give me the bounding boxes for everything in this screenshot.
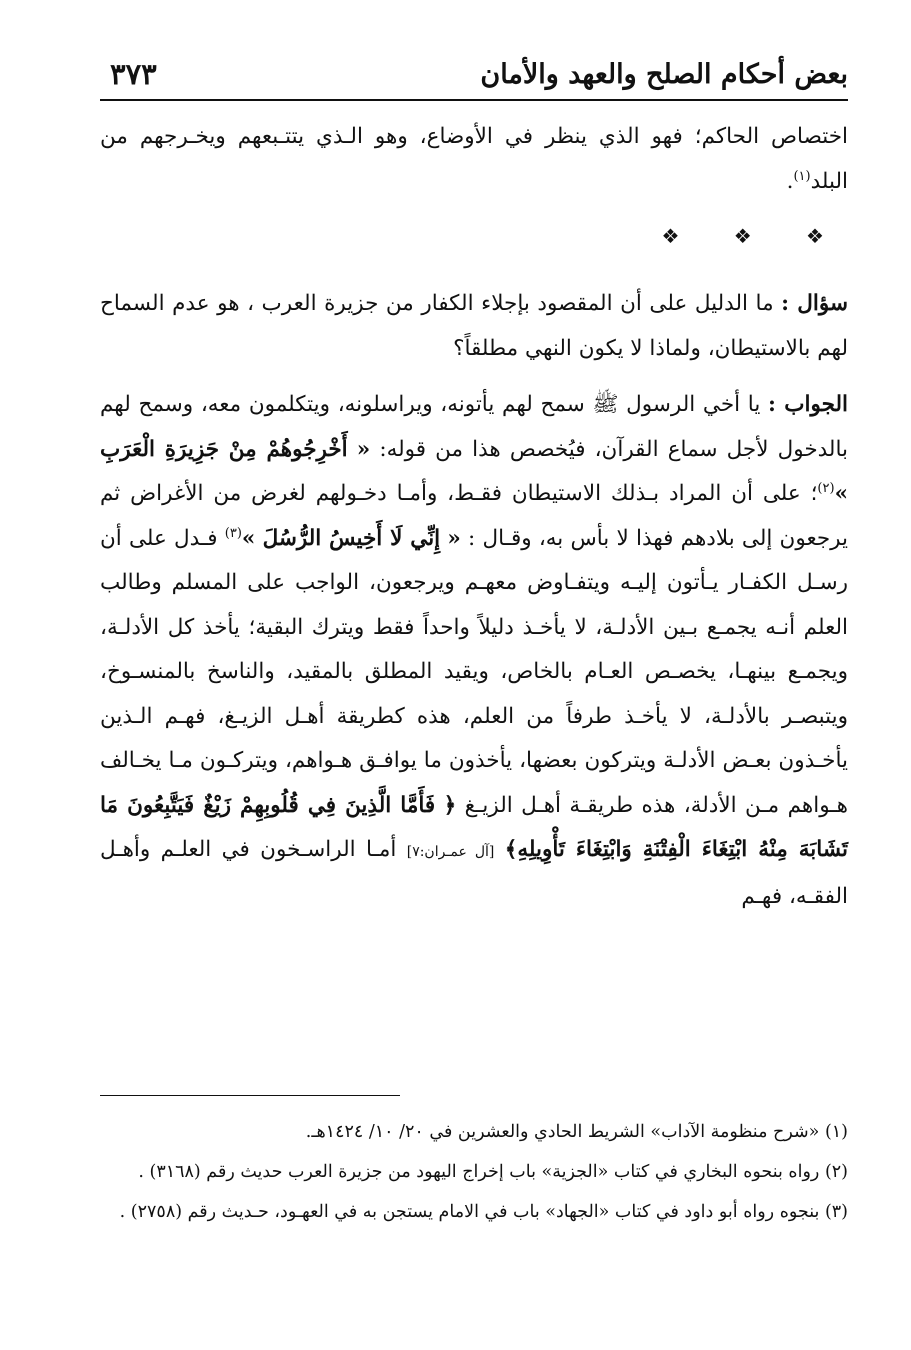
ayah-open: ﴿	[443, 792, 457, 818]
answer-text-3: فـدل على أن رسـل الكفـار يـأتون إليـه ويتفـاوض معهـم ويرجعون، الواجب على المسلم وطالب العلم أنـه يجمـع بـين الأدلـة، لا يأخـذ دليلاً واحداً فقط ويترك البقية؛ يأخذ كل الأدلـة، ويجمـع بينهـا، يخصـص العـام بالخاص، ويقيد المطلق بالمقيد، والناسخ بالمنسـوخ، ويتبصـر بالأدلـة، لا يأخـذ طرفاً من العلم، هذه كطريقة أهـل الزيـغ، فهـم الـذين يأخـذون بعـض الأدلـة ويتركون بعضها، يأخذون ما يوافـق هـواهم، ويتركـون مـا يخـالف هـواهم مـن الأدلة، هذه طريقـة أهـل الزيـغ	[100, 525, 848, 818]
footnote-number: (١)	[824, 1122, 848, 1142]
ayah-close: ﴾	[504, 837, 518, 862]
footnote-text: بنجوه رواه أبو داود في كتاب «الجهاد» باب في الامام يستجن به في العهـود، حـديث رقم (٢٧٥٨) .	[119, 1202, 820, 1222]
footnote-number: (٣)	[824, 1202, 848, 1222]
footnote	[100, 1112, 848, 1152]
footnote-separator	[100, 1095, 400, 1096]
body-text	[100, 115, 848, 919]
footnotes	[100, 1112, 848, 1232]
paragraph-text: اختصاص الحاكم؛ فهو الذي ينظر في الأوضاع، وهو الـذي يتتـبعهم ويخـرجهم من البلد	[100, 124, 848, 194]
quote-close: »	[241, 525, 256, 551]
question-label: سؤال :	[781, 291, 848, 316]
hadith-quote-2: إِنِّي لَا أَخِيسُ الرُّسُلَ	[262, 525, 441, 551]
footnote-ref: (٣)	[224, 525, 242, 541]
punctuation: .	[786, 168, 794, 194]
footnote	[100, 1152, 848, 1192]
paragraph-continuation	[100, 115, 848, 204]
page	[100, 55, 848, 919]
page-number: ٣٧٣	[110, 57, 157, 91]
paragraph-gap	[100, 371, 848, 383]
answer-text-1: يا أخي الرسول ﷺ سمح لهم يأتونه، ويراسلونه، ويتكلمون معه، وسمح لهم بالدخول لأجل سماع القرآن، فيُخصص هذا من قوله:	[100, 392, 848, 462]
quran-ayah: فَأَمَّا الَّذِينَ فِي قُلُوبِهِمْ زَيْغٌ فَيَتَّبِعُونَ مَا تَشَابَهَ مِنْهُ ابْتِغَاءَ الْفِتْنَةِ وَابْتِغَاءَ تَأْوِيلِهِ	[100, 792, 848, 862]
answer-paragraph	[100, 383, 848, 919]
footnote-ref: (١)	[793, 168, 811, 184]
answer-label: الجواب :	[768, 392, 848, 417]
quote-open: «	[447, 525, 461, 551]
question-paragraph	[100, 282, 848, 371]
quote-open: «	[356, 436, 371, 462]
answer-text-4: أمـا الراسـخون في العلـم وأهـل الفقـه، فهـم	[100, 837, 848, 909]
ayah-reference: [آل عمـران:٧]	[406, 844, 495, 860]
page-header	[100, 55, 848, 101]
question-text: ما الدليل على أن المقصود بإجلاء الكفار من جزيرة العرب ، هو عدم السماح لهم بالاستيطان، ولماذا لا يكون النهي مطلقاً؟	[100, 291, 848, 361]
section-ornament: ❖ ❖ ❖	[661, 224, 848, 248]
footnote-text: رواه بنحوه البخاري في كتاب «الجزية» باب إخراج اليهود من جزيرة العرب حديث رقم (٣١٦٨) .	[138, 1162, 820, 1182]
quote-close: »	[834, 481, 848, 506]
footnote-ref: (٢)	[817, 480, 835, 496]
footnote-number: (٢)	[824, 1162, 848, 1182]
answer-text-2: ؛ على أن المراد بـذلك الاستيطان فقـط، وأمـا دخـولهم لغرض من الأغراض ثم يرجعون إلى بلادهم فهذا لا بأس به، وقـال :	[100, 481, 848, 551]
footnote-text: «شرح منظومة الآداب» الشريط الحادي والعشرين في ٢٠/ ١٠/ ١٤٢٤هـ.	[305, 1122, 820, 1142]
footnote	[100, 1192, 848, 1232]
hadith-quote-1: أَخْرِجُوهُمْ مِنْ جَزِيرَةِ الْعَرَبِ	[100, 436, 348, 462]
running-title: بعض أحكام الصلح والعهد والأمان	[480, 59, 848, 90]
